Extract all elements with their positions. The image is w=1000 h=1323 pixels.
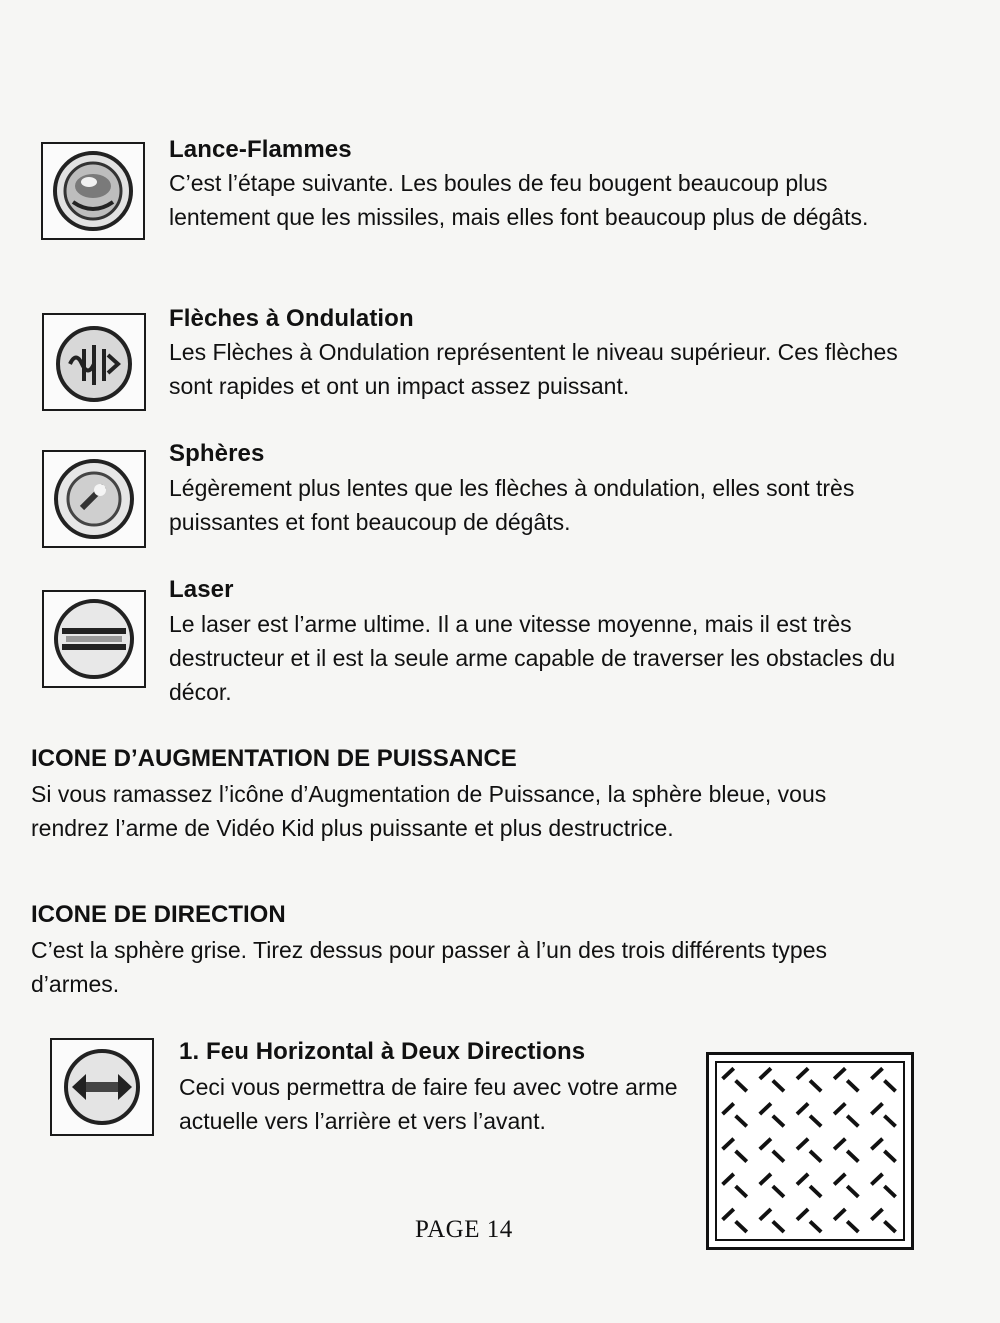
weapon-description: Légèrement plus lentes que les flèches à ondulation, elles sont très puissantes et font beaucoup de dégâts.	[169, 475, 855, 535]
page-number: PAGE 14	[415, 1216, 513, 1243]
laser-sphere-icon	[42, 590, 146, 688]
weapon-title: Flèches à Ondulation	[169, 305, 414, 332]
direction-section-body: C’est la sphère grise. Tirez dessus pour passer à l’un des trois différents types d’armes.	[31, 937, 828, 997]
wave-arrow-sphere-icon	[42, 313, 146, 411]
direction-description: Ceci vous permettra de faire feu avec votre arme actuelle vers l’arrière et vers l’avant.	[179, 1074, 678, 1134]
weapon-title: Laser	[169, 576, 234, 603]
weapon-description: Les Flèches à Ondulation représentent le niveau supérieur. Ces flèches sont rapides et ont un impact assez puissant.	[169, 339, 898, 399]
sphere-icon	[42, 450, 146, 548]
pattern-graphic	[706, 1052, 914, 1250]
power-up-section-body: Si vous ramassez l’icône d’Augmentation de Puissance, la sphère bleue, vous rendrez l’arme de Vidéo Kid plus puissante et plus destructrice.	[31, 781, 827, 841]
double-arrow-sphere-icon	[50, 1038, 154, 1136]
power-up-section-title: ICONE D’AUGMENTATION DE PUISSANCE	[31, 745, 517, 772]
direction-section-title: ICONE DE DIRECTION	[31, 901, 286, 928]
weapon-title: Lance-Flammes	[169, 136, 352, 163]
fireball-sphere-icon	[41, 142, 145, 240]
weapon-title: Sphères	[169, 440, 265, 467]
weapon-description: Le laser est l’arme ultime. Il a une vitesse moyenne, mais il est très destructeur et il est la seule arme capable de traverser les obstacles du décor.	[169, 611, 896, 705]
direction-title: 1. Feu Horizontal à Deux Directions	[179, 1038, 586, 1065]
weapon-description: C’est l’étape suivante. Les boules de feu bougent beaucoup plus lentement que les missiles, mais elles font beaucoup plus de dégâts.	[169, 170, 869, 230]
